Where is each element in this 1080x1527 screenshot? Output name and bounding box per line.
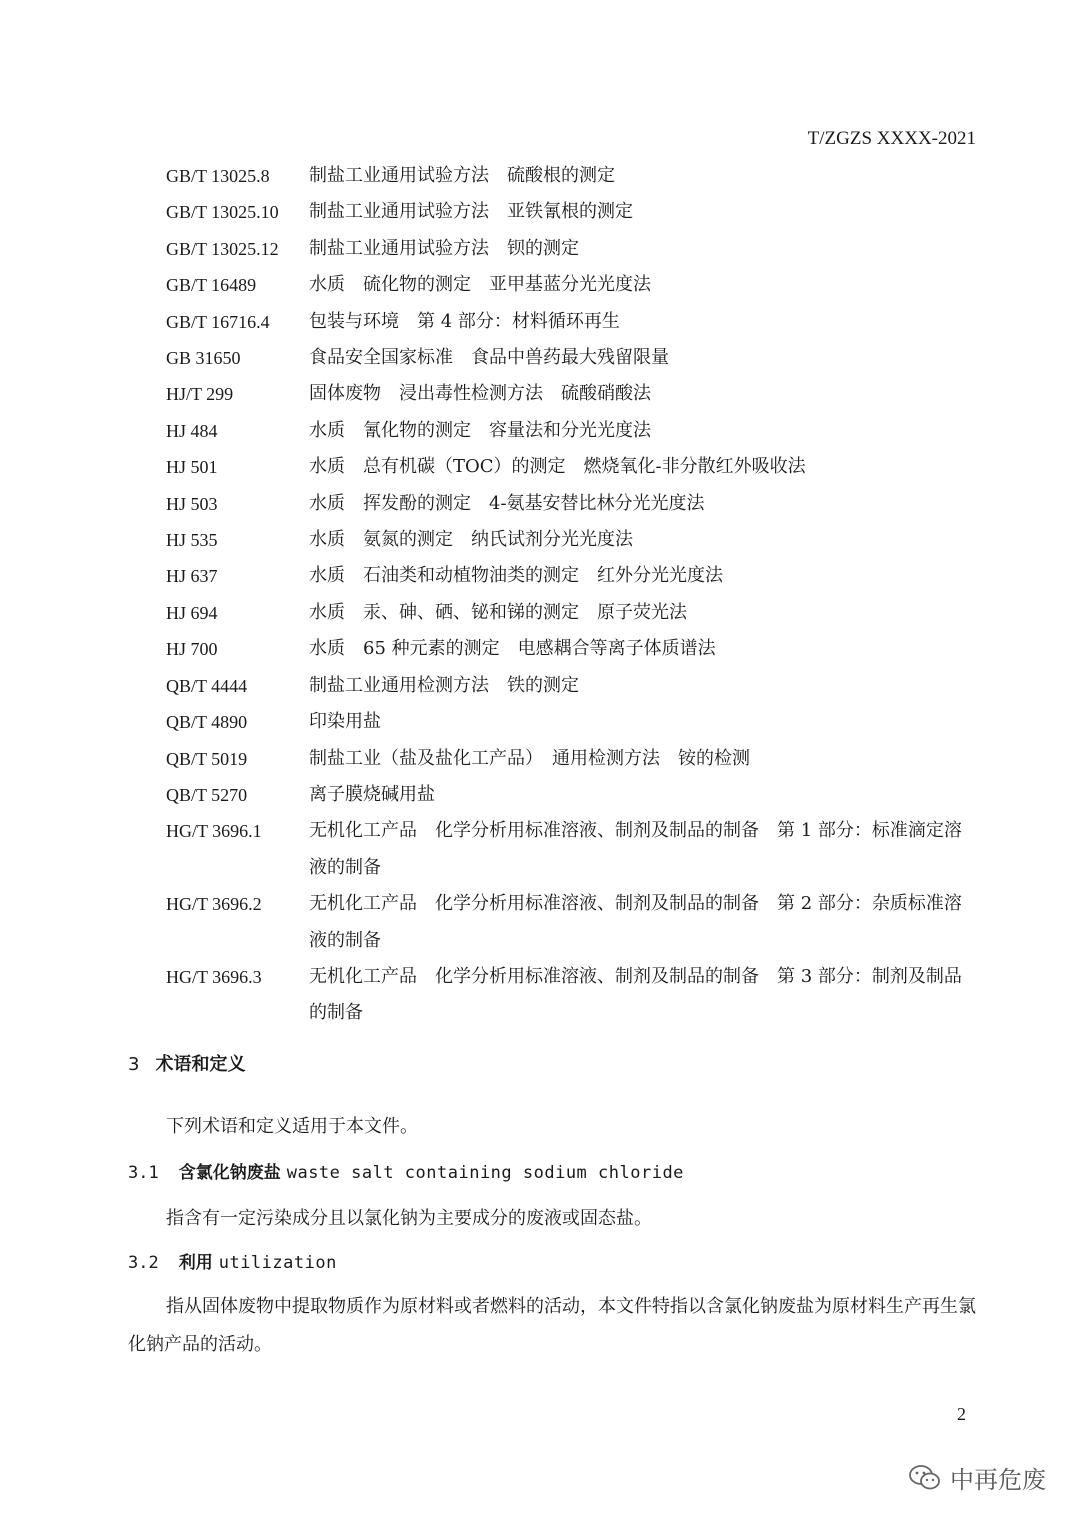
watermark-text: 中再危废 [950,1466,1046,1494]
reference-title: 固体废物 浸出毒性检测方法 硫酸硝酸法 [309,383,651,405]
reference-code: QB/T 4890 [166,712,248,733]
term-heading-3-2 [128,1248,337,1273]
reference-code: HG/T 3696.2 [166,894,262,915]
reference-code: QB/T 4444 [166,675,248,696]
reference-code: HG/T 3696.1 [166,821,262,842]
reference-code: GB 31650 [166,348,241,369]
reference-row [166,158,966,194]
reference-title: 水质 氨氮的测定 纳氏试剂分光光度法 [309,529,633,551]
reference-title: 水质 石油类和动植物油类的测定 红外分光光度法 [309,565,723,587]
reference-row [166,376,966,412]
section-intro: 下列术语和定义适用于本文件。 [166,1116,418,1137]
reference-row [166,449,966,485]
reference-code: HJ 694 [166,602,218,623]
reference-title: 水质 总有机碳（TOC）的测定 燃烧氧化-非分散红外吸收法 [309,456,806,478]
reference-row [166,304,966,340]
reference-title: 制盐工业通用试验方法 钡的测定 [309,237,579,259]
reference-row [166,267,966,303]
reference-code: GB/T 16489 [166,275,257,296]
reference-title: 水质 汞、砷、硒、铋和锑的测定 原子荧光法 [309,601,687,623]
section-heading [128,1050,245,1076]
reference-code: HJ 503 [166,493,218,514]
reference-row [166,486,966,522]
reference-row [166,704,966,740]
reference-row [166,595,966,631]
reference-title: 包装与环境 第 4 部分：材料循环再生 [309,310,620,332]
watermark [908,1460,1046,1495]
document-code: T/ZGZS XXXX-2021 [807,128,976,149]
reference-row [166,777,966,813]
reference-code: HJ 484 [166,420,218,441]
reference-code: GB/T 13025.10 [166,202,279,223]
term-definition-3-2: 指从固体废物中提取物质作为原材料或者燃料的活动，本文件特指以含氯化钠废盐为原材料生产再生氯化钠产品的活动。 [128,1296,976,1355]
reference-title: 制盐工业通用试验方法 硫酸根的测定 [309,165,615,186]
section-number: 3 [128,1054,140,1075]
reference-code: HJ 700 [166,639,218,660]
reference-row [166,668,966,704]
reference-row [166,522,966,558]
reference-code: GB/T 13025.8 [166,166,270,186]
reference-row [166,813,966,886]
term-en: waste salt containing sodium chloride [286,1163,684,1183]
reference-row [166,558,966,594]
reference-row [166,741,966,777]
reference-title: 离子膜烧碱用盐 [309,783,435,805]
reference-title: 水质 氰化物的测定 容量法和分光光度法 [309,419,651,441]
reference-title: 食品安全国家标准 食品中兽药最大残留限量 [309,347,669,369]
reference-title: 无机化工产品 化学分析用标准溶液、制剂及制品的制备 第 1 部分：标准滴定溶液的制备 [309,820,962,878]
reference-row [166,886,966,959]
reference-title: 制盐工业通用检测方法 铁的测定 [309,674,579,696]
reference-code: HG/T 3696.3 [166,966,262,987]
reference-row [166,231,966,267]
reference-code: QB/T 5019 [166,748,248,769]
reference-title: 水质 硫化物的测定 亚甲基蓝分光光度法 [309,274,651,296]
reference-row [166,959,966,1032]
term-en: utilization [218,1253,337,1273]
term-number: 3.1 [128,1163,159,1183]
term-number: 3.2 [128,1253,159,1273]
reference-code: HJ 637 [166,566,218,587]
wechat-icon [908,1463,942,1493]
reference-code: HJ 535 [166,530,218,551]
term-heading-3-1 [128,1158,684,1183]
reference-title: 制盐工业通用试验方法 亚铁氰根的测定 [309,201,633,223]
normative-references-list [166,158,966,1032]
reference-row [166,631,966,667]
reference-title: 水质 65 种元素的测定 电感耦合等离子体质谱法 [309,638,716,660]
term-zh: 利用 [178,1253,213,1273]
reference-code: HJ/T 299 [166,384,234,405]
reference-row [166,340,966,376]
reference-title: 印染用盐 [309,711,381,733]
reference-code: GB/T 16716.4 [166,311,270,332]
page-number: 2 [957,1404,966,1424]
reference-code: HJ 501 [166,457,218,478]
reference-title: 水质 挥发酚的测定 4-氨基安替比林分光光度法 [309,492,705,514]
reference-row [166,194,966,230]
reference-row [166,413,966,449]
reference-title: 制盐工业（盐及盐化工产品） 通用检测方法 铵的检测 [309,747,750,769]
reference-code: QB/T 5270 [166,784,248,805]
reference-code: GB/T 13025.12 [166,238,279,259]
reference-title: 无机化工产品 化学分析用标准溶液、制剂及制品的制备 第 2 部分：杂质标准溶液的制备 [309,893,962,951]
section-title: 术语和定义 [155,1054,246,1075]
reference-title: 无机化工产品 化学分析用标准溶液、制剂及制品的制备 第 3 部分：制剂及制品的制备 [309,965,962,1024]
term-zh: 含氯化钠废盐 [178,1163,281,1183]
term-definition-3-1: 指含有一定污染成分且以氯化钠为主要成分的废液或固态盐。 [166,1208,652,1229]
